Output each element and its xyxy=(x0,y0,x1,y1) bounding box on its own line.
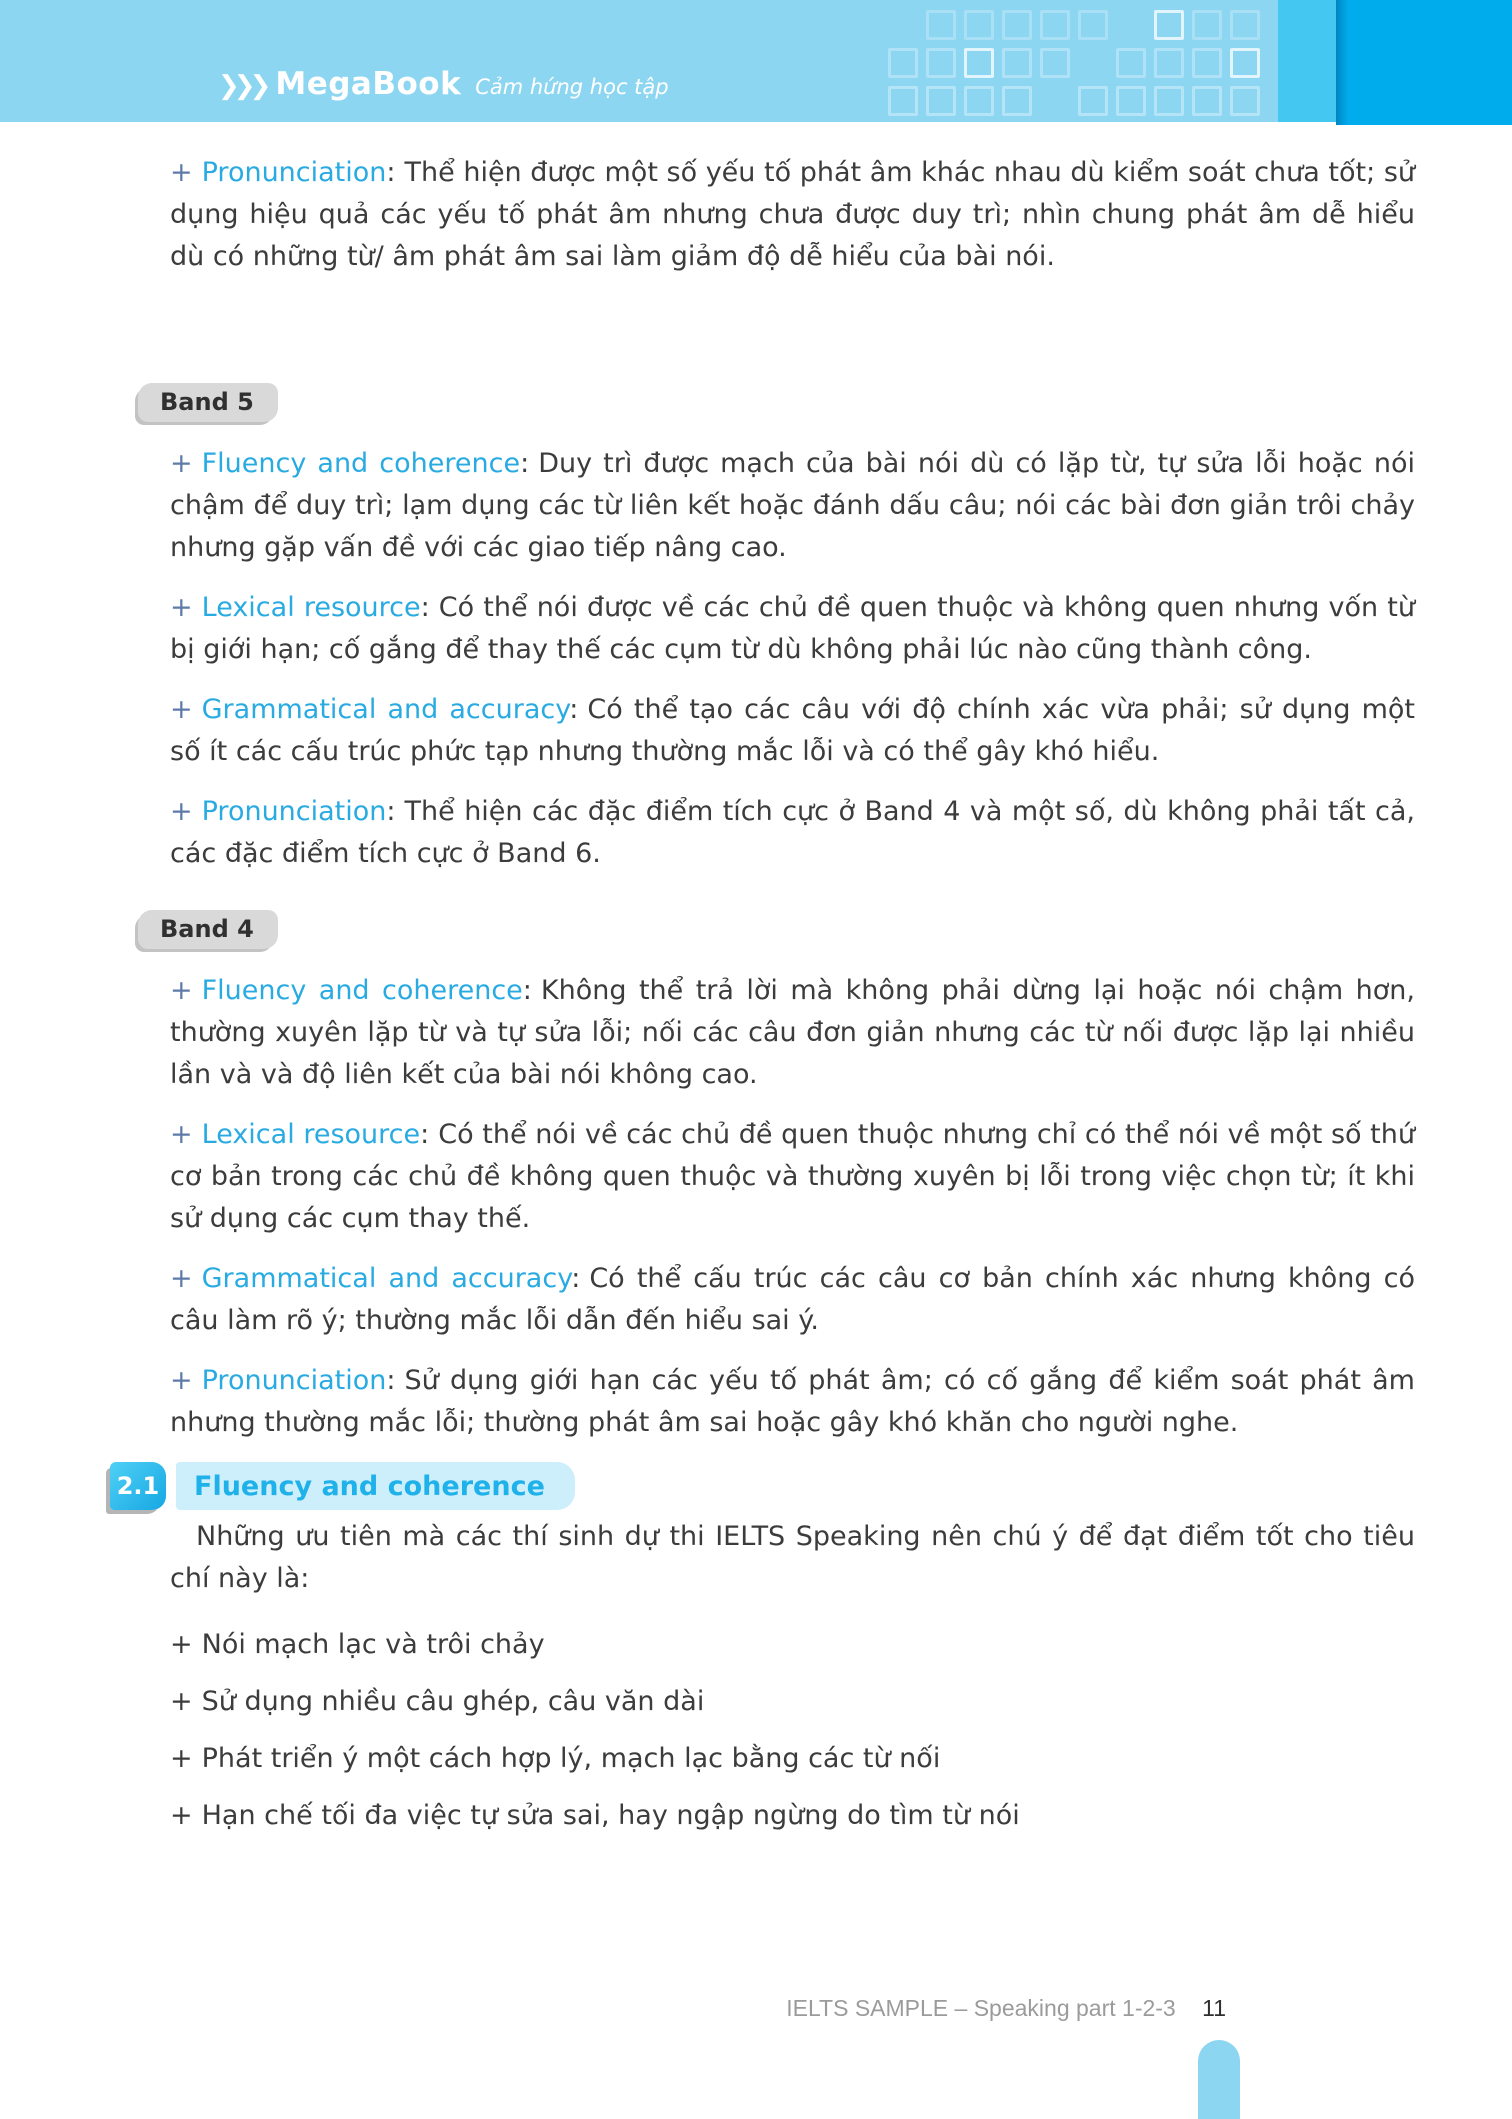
square-decoration xyxy=(1230,48,1260,78)
square-decoration xyxy=(1230,86,1260,116)
colon: : xyxy=(571,1263,581,1294)
section-2-1-heading xyxy=(110,1462,1415,1510)
band5-item-pronunciation xyxy=(170,791,1415,875)
colon: : xyxy=(569,694,579,725)
band5-item-fluency xyxy=(170,443,1415,569)
criterion-text: Thể hiện các đặc điểm tích cực ở Band 4 và một số, dù không phải tất cả, các đặc điểm tích cực ở Band 6. xyxy=(170,796,1415,869)
footer-running-title: IELTS SAMPLE – Speaking part 1-2-3 xyxy=(786,1995,1176,2021)
square-decoration xyxy=(964,86,994,116)
colon: : xyxy=(386,796,396,827)
criterion-text: Thể hiện được một số yếu tố phát âm khác nhau dù kiểm soát chưa tốt; sử dụng hiệu quả các yếu tố phát âm nhưng chưa được duy trì; nhìn chung phát âm dễ hiểu dù có những từ/ âm phát âm sai làm giảm độ dễ hiểu của bài nói. xyxy=(170,157,1415,272)
band5-item-lexical xyxy=(170,587,1415,671)
square-decoration xyxy=(1040,10,1070,40)
plus-bullet: + xyxy=(170,592,193,623)
tip-item-2 xyxy=(170,1738,1415,1780)
band4-item-fluency xyxy=(170,970,1415,1096)
criterion-text: Có thể nói về các chủ đề quen thuộc nhưng chỉ có thể nói về một số thứ cơ bản trong các chủ đề không quen thuộc và thường xuyên bị lỗi trong việc chọn từ; ít khi sử dụng các cụm thay thế. xyxy=(170,1119,1415,1234)
plus-bullet: + xyxy=(170,448,193,479)
square-decoration xyxy=(1154,10,1184,40)
band4-item-lexical xyxy=(170,1114,1415,1240)
criterion-text: Có thể cấu trúc các câu cơ bản chính xác nhưng không có câu làm rõ ý; thường mắc lỗi dẫn đến hiểu sai ý. xyxy=(170,1263,1415,1336)
square-decoration xyxy=(888,86,918,116)
logo-tagline: Cảm hứng học tập xyxy=(475,75,669,99)
bottom-right-tab xyxy=(1198,2040,1240,2119)
square-decoration xyxy=(888,48,918,78)
header-blue-corner xyxy=(1336,0,1512,125)
page-footer xyxy=(0,1995,1226,2022)
criterion-text: Không thể trả lời mà không phải dừng lại hoặc nói chậm hơn, thường xuyên lặp từ và tự sửa lỗi; nối các câu đơn giản nhưng các từ nối được lặp lại nhiều lần và và độ liên kết của bài nói không cao. xyxy=(170,975,1415,1090)
header-cyan-strip xyxy=(1278,0,1336,122)
square-decoration xyxy=(1154,48,1184,78)
tip-text: Hạn chế tối đa việc tự sửa sai, hay ngập ngừng do tìm từ nói xyxy=(201,1800,1020,1831)
square-decoration xyxy=(1002,10,1032,40)
square-decoration xyxy=(926,86,956,116)
colon: : xyxy=(420,592,430,623)
square-decoration xyxy=(964,48,994,78)
criterion-label: Pronunciation xyxy=(201,796,387,827)
square-decoration xyxy=(1154,86,1184,116)
square-decoration xyxy=(1040,48,1070,78)
section-title: Fluency and coherence xyxy=(176,1462,575,1510)
band6-pronunciation-paragraph xyxy=(170,152,1415,278)
square-decoration xyxy=(1192,48,1222,78)
criterion-label: Pronunciation xyxy=(201,157,387,188)
square-decoration xyxy=(926,48,956,78)
band4-item-grammar xyxy=(170,1258,1415,1342)
plus-bullet: + xyxy=(170,1743,193,1774)
tip-item-1 xyxy=(170,1681,1415,1723)
square-decoration xyxy=(1078,86,1108,116)
square-decoration xyxy=(1078,10,1108,40)
criterion-label: Grammatical and accuracy xyxy=(201,694,570,725)
plus-bullet: + xyxy=(170,1365,193,1396)
tip-item-0 xyxy=(170,1624,1415,1666)
logo-wordmark: MegaBook xyxy=(275,66,462,102)
section-number-badge: 2.1 xyxy=(110,1462,166,1510)
band-5-label: Band 5 xyxy=(160,388,254,416)
colon: : xyxy=(520,448,530,479)
plus-bullet: + xyxy=(170,1119,193,1150)
criterion-label: Fluency and coherence xyxy=(201,448,521,479)
square-decoration xyxy=(964,10,994,40)
square-decoration xyxy=(1116,86,1146,116)
section-intro-paragraph: Những ưu tiên mà các thí sinh dự thi IELTS Speaking nên chú ý để đạt điểm tốt cho tiêu chí này là: xyxy=(170,1521,1415,1594)
page-header xyxy=(0,0,1512,122)
square-decoration xyxy=(1002,86,1032,116)
square-decoration xyxy=(1002,48,1032,78)
colon: : xyxy=(386,1365,396,1396)
square-decoration xyxy=(926,10,956,40)
header-squares-decoration xyxy=(888,4,1280,122)
logo-chevrons-icon: ❯❯❯ xyxy=(218,71,266,101)
plus-bullet: + xyxy=(170,1800,193,1831)
page-content xyxy=(0,122,1512,1837)
colon: : xyxy=(386,157,396,188)
plus-bullet: + xyxy=(170,1629,193,1660)
plus-bullet: + xyxy=(170,157,193,188)
tip-item-3 xyxy=(170,1795,1415,1837)
plus-bullet: + xyxy=(170,975,193,1006)
band-4-label: Band 4 xyxy=(160,915,254,943)
megabook-logo xyxy=(218,66,669,102)
criterion-text: Duy trì được mạch của bài nói dù có lặp từ, tự sửa lỗi hoặc nói chậm để duy trì; lạm dụng các từ liên kết hoặc đánh dấu câu; nói các bài đơn giản trôi chảy nhưng gặp vấn đề với các giao tiếp nâng cao. xyxy=(170,448,1415,563)
band-4-badge xyxy=(138,910,278,949)
criterion-label: Lexical resource xyxy=(201,592,421,623)
plus-bullet: + xyxy=(170,796,193,827)
criterion-label: Lexical resource xyxy=(201,1119,421,1150)
colon: : xyxy=(420,1119,430,1150)
criterion-text: Có thể nói được về các chủ đề quen thuộc và không quen nhưng vốn từ bị giới hạn; cố gắng để thay thế các cụm từ dù không phải lúc nào cũng thành công. xyxy=(170,592,1415,665)
plus-bullet: + xyxy=(170,1263,193,1294)
band4-item-pronunciation xyxy=(170,1360,1415,1444)
criterion-label: Grammatical and accuracy xyxy=(201,1263,572,1294)
band5-item-grammar xyxy=(170,689,1415,773)
criterion-text: Sử dụng giới hạn các yếu tố phát âm; có cố gắng để kiểm soát phát âm nhưng thường mắc lỗi; thường phát âm sai hoặc gây khó khăn cho người nghe. xyxy=(170,1365,1415,1438)
criterion-label: Fluency and coherence xyxy=(201,975,523,1006)
plus-bullet: + xyxy=(170,1686,193,1717)
square-decoration xyxy=(1230,10,1260,40)
criterion-label: Pronunciation xyxy=(201,1365,387,1396)
square-decoration xyxy=(1192,10,1222,40)
plus-bullet: + xyxy=(170,694,193,725)
square-decoration xyxy=(1192,86,1222,116)
tip-text: Nói mạch lạc và trôi chảy xyxy=(201,1629,545,1660)
page-number: 11 xyxy=(1202,1995,1226,2021)
colon: : xyxy=(522,975,532,1006)
tip-text: Sử dụng nhiều câu ghép, câu văn dài xyxy=(201,1686,705,1717)
criterion-text: Có thể tạo các câu với độ chính xác vừa phải; sử dụng một số ít các cấu trúc phức tạp nhưng thường mắc lỗi và có thể gây khó hiểu. xyxy=(170,694,1415,767)
square-decoration xyxy=(1116,48,1146,78)
band-5-badge xyxy=(138,383,278,422)
tip-text: Phát triển ý một cách hợp lý, mạch lạc bằng các từ nối xyxy=(201,1743,941,1774)
